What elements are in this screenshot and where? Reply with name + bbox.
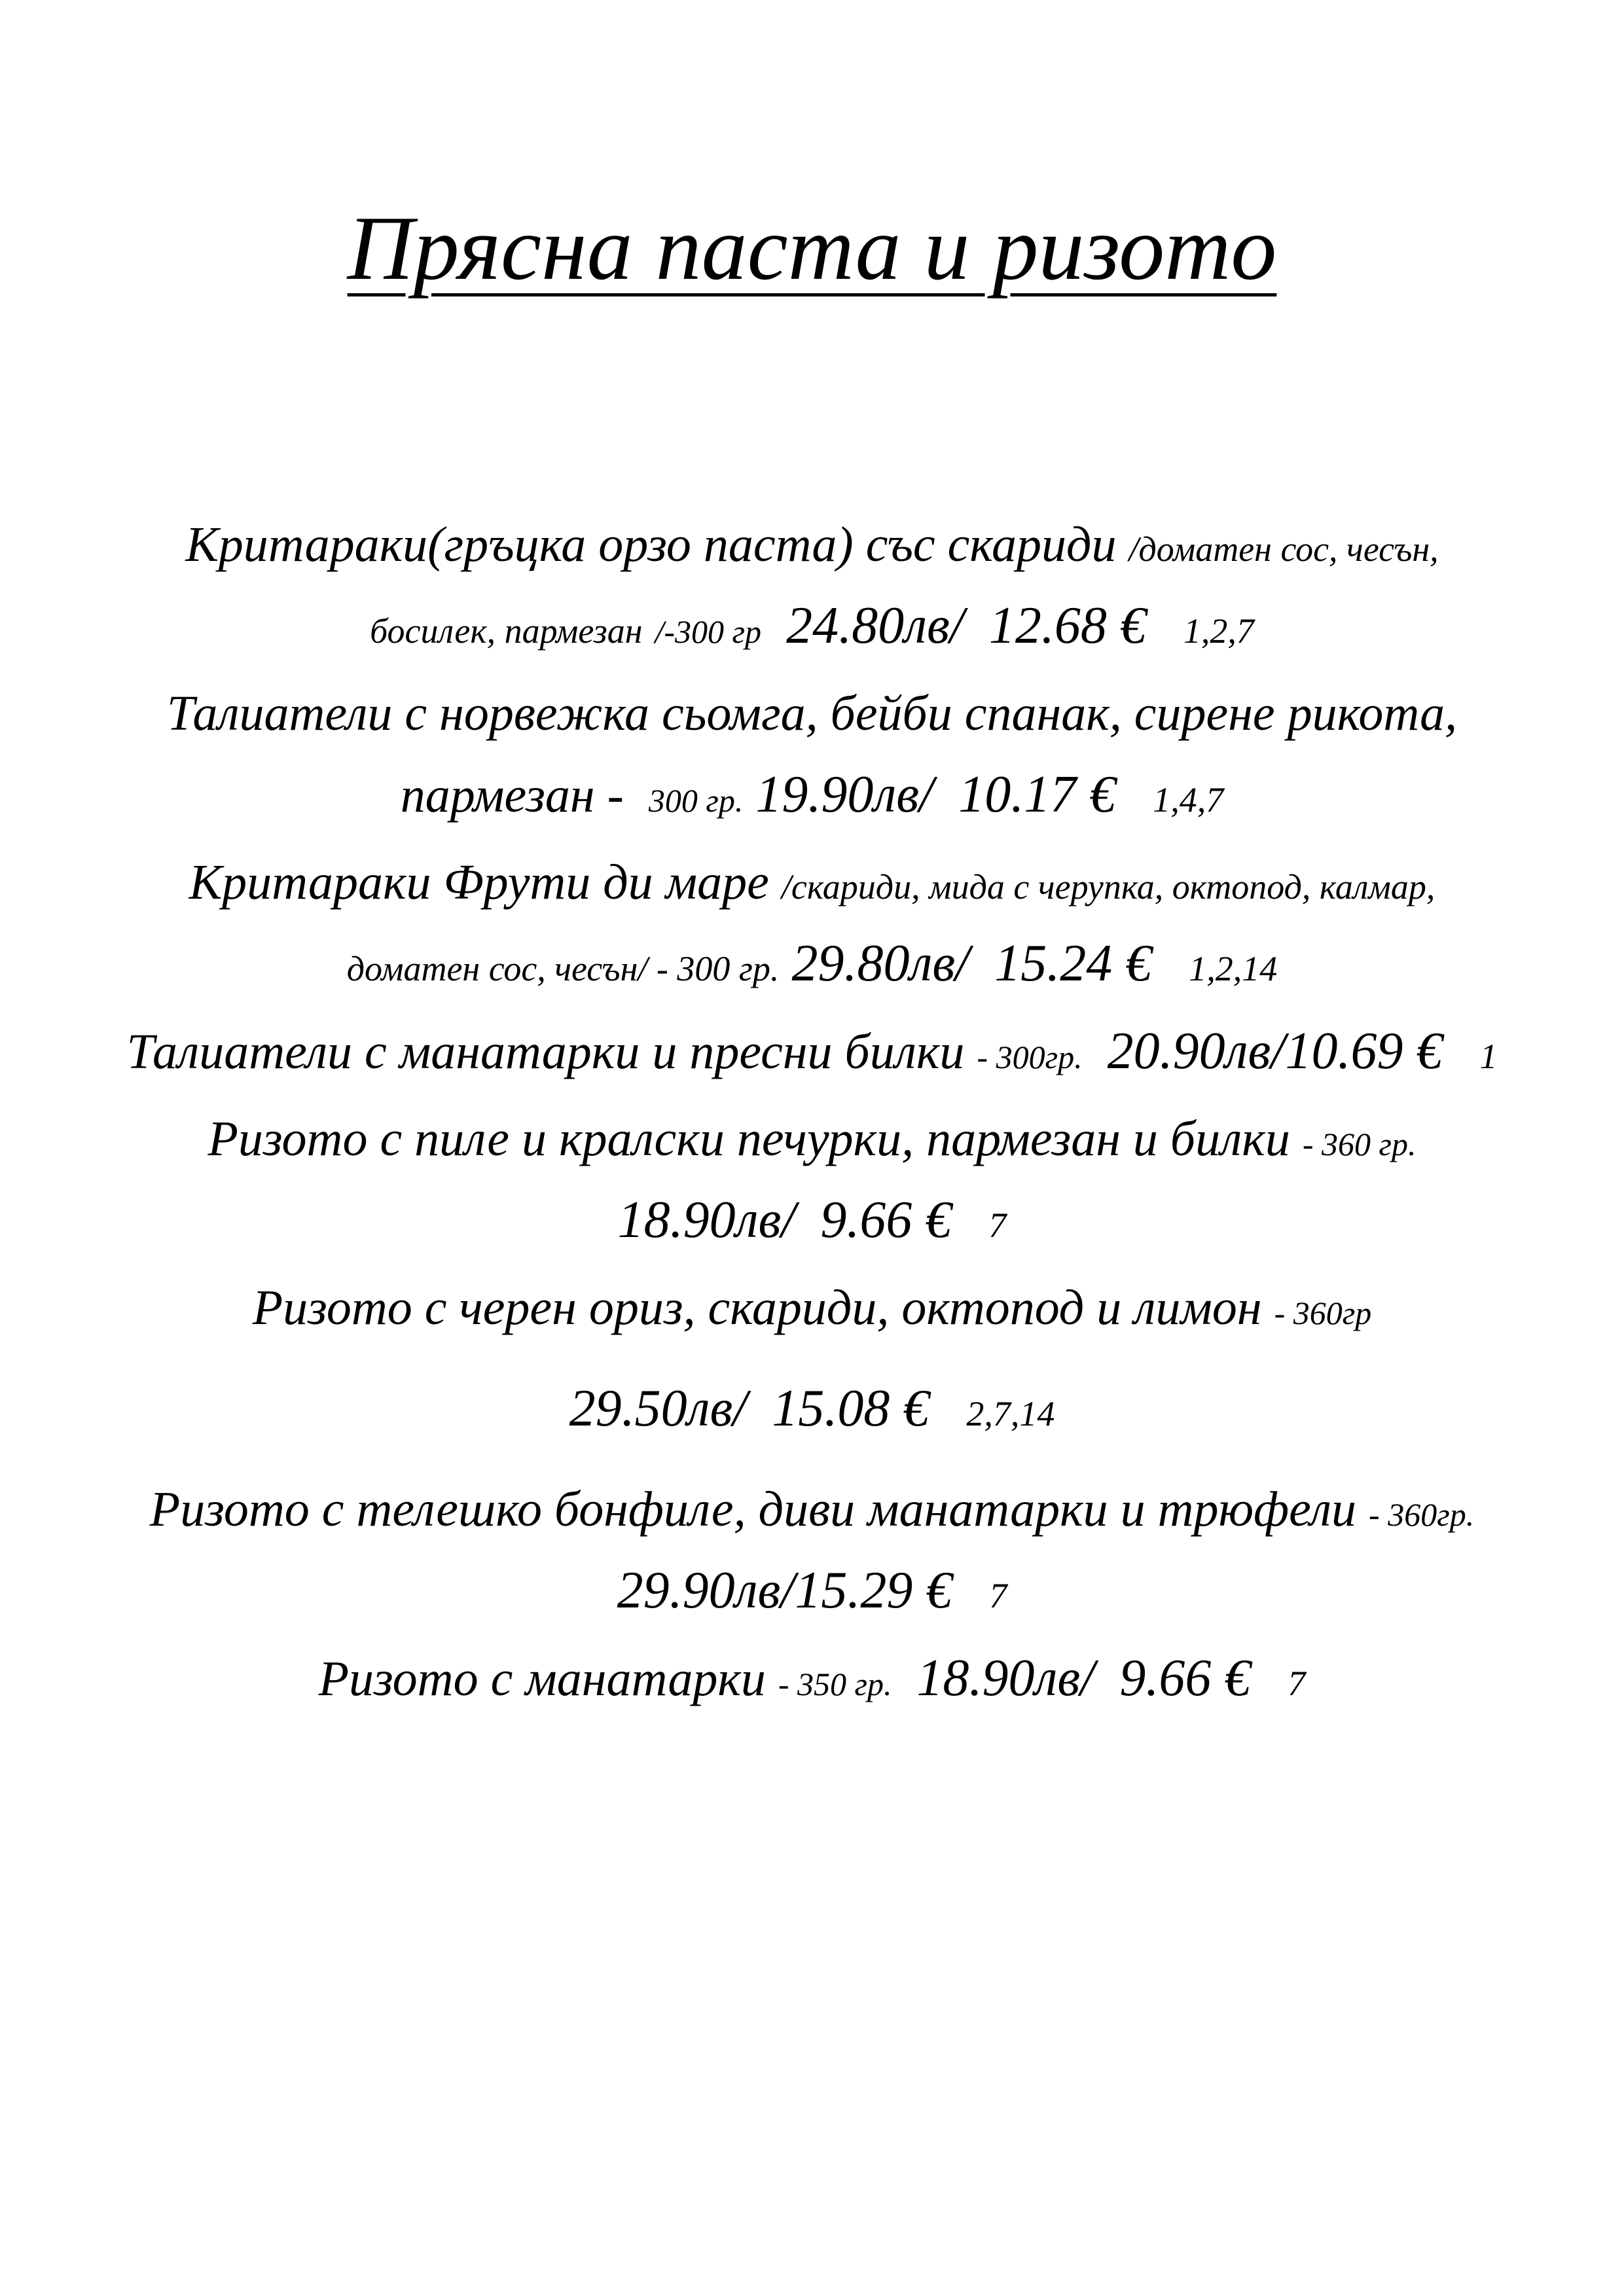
menu-item-line — [0, 1011, 1624, 1092]
item-allergens: 2,7,14 — [966, 1394, 1055, 1433]
menu-item-line — [0, 923, 1624, 1004]
menu-item-line — [0, 504, 1624, 585]
item-price-bgn: 29.50лв/ — [569, 1380, 748, 1437]
item-price-bgn: 19.90лв/ — [755, 766, 934, 823]
item-name: Критараки Фрути ди маре — [189, 855, 769, 910]
item-name: Ризото с пиле и кралски печурки, пармезан и билки — [208, 1111, 1290, 1166]
menu-item-line — [0, 1098, 1624, 1179]
item-name: Ризото с черен ориз, скариди, октопод и лимон — [252, 1280, 1262, 1335]
item-price-eur: 15.29 € — [795, 1562, 952, 1619]
item-price-bgn: 24.80лв/ — [786, 597, 964, 655]
item-allergens: 1 — [1479, 1037, 1498, 1076]
item-allergens: 1,2,7 — [1183, 611, 1254, 651]
menu-item-line — [0, 1550, 1624, 1631]
item-name: Талиатели с норвежка сьомга, бейби спанак, сирене рикота, — [166, 686, 1458, 741]
item-weight: - 300гр. — [977, 1039, 1083, 1075]
menu-item-line — [0, 842, 1624, 923]
item-allergens: 7 — [989, 1576, 1007, 1615]
item-description: /доматен сос, чесън, — [1128, 529, 1439, 569]
item-allergens: 1,2,14 — [1189, 949, 1278, 988]
menu-item-line — [0, 1179, 1624, 1261]
item-name: пармезан - — [400, 768, 624, 823]
item-weight: - 360 гр. — [1302, 1126, 1416, 1162]
item-allergens: 1,4,7 — [1153, 780, 1224, 819]
item-price-eur: 10.69 € — [1285, 1022, 1443, 1080]
menu-item-line — [0, 1469, 1624, 1550]
item-allergens: 7 — [988, 1206, 1007, 1245]
item-price-bgn: 29.80лв/ — [791, 935, 970, 992]
item-weight: /-300 гр — [655, 613, 762, 650]
item-weight: - 360гр — [1274, 1295, 1372, 1331]
item-price-eur: 15.24 € — [994, 935, 1152, 992]
item-weight: 300 гр. — [648, 782, 744, 819]
menu-item-line — [0, 1638, 1624, 1719]
item-description: доматен сос, чесън/ - 300 гр. — [346, 949, 780, 988]
menu-item-line — [0, 754, 1624, 835]
menu-list — [0, 504, 1624, 1719]
item-name: Критараки(гръцка орзо паста) със скариди — [185, 517, 1117, 572]
menu-item-line — [0, 1368, 1624, 1449]
item-price-bgn: 29.90лв/ — [617, 1562, 795, 1619]
item-weight: - 360гр. — [1369, 1496, 1475, 1533]
item-name: Талиатели с манатарки и пресни билки — [126, 1024, 965, 1079]
menu-item-line — [0, 1267, 1624, 1348]
item-description: босилек, пармезан — [370, 611, 643, 651]
item-price-eur: 12.68 € — [988, 597, 1146, 655]
menu-item-line — [0, 673, 1624, 754]
item-price-bgn: 18.90лв/ — [617, 1191, 796, 1249]
item-price-bgn: 18.90лв/ — [916, 1649, 1095, 1707]
menu-item-line — [0, 585, 1624, 666]
item-allergens: 7 — [1288, 1664, 1306, 1703]
item-price-eur: 10.17 € — [958, 766, 1116, 823]
item-price-eur: 15.08 € — [772, 1380, 929, 1437]
item-price-eur: 9.66 € — [1119, 1649, 1251, 1707]
item-weight: - 350 гр. — [778, 1666, 892, 1702]
item-price-bgn: 20.90лв/ — [1107, 1022, 1286, 1080]
item-description: /скариди, мида с черупка, октопод, калмар, — [781, 867, 1435, 906]
page-title: Прясна паста и ризото — [347, 198, 1277, 299]
item-price-eur: 9.66 € — [820, 1191, 952, 1249]
item-name: Ризото с телешко бонфиле, диви манатарки и трюфели — [149, 1482, 1357, 1537]
item-name: Ризото с манатарки — [318, 1651, 766, 1706]
